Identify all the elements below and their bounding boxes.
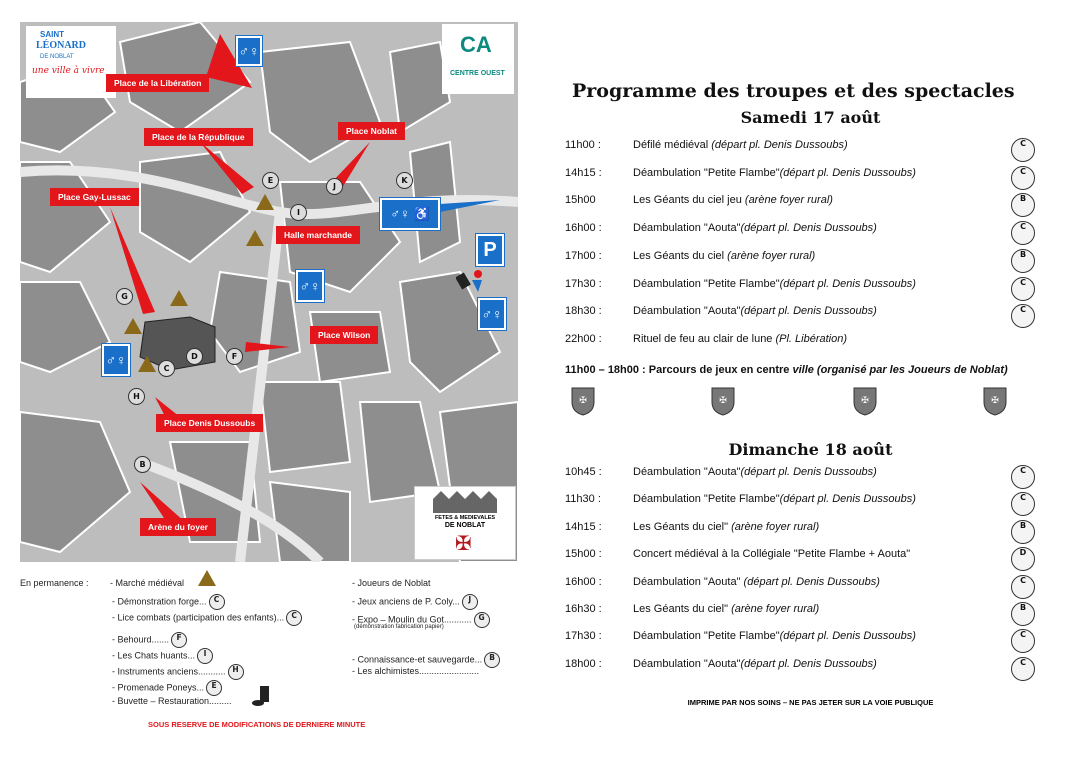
event-location: (départ pl. Denis Dussoubs) bbox=[740, 305, 877, 318]
event-title: Déambulation "Aouta" bbox=[633, 575, 744, 588]
event-description bbox=[633, 333, 847, 345]
event-location: (arène foyer rural) bbox=[727, 249, 816, 262]
svg-text:✠: ✠ bbox=[861, 395, 869, 405]
coat-of-arms-icon bbox=[570, 386, 596, 416]
toilets-icon: ♂♀ bbox=[102, 344, 130, 376]
label-place-republique: Place de la République bbox=[144, 128, 253, 146]
event-location: (départ pl. Denis Dussoubs) bbox=[779, 277, 916, 290]
location-badge: C bbox=[1011, 575, 1035, 599]
location-badge: C bbox=[1011, 657, 1035, 681]
location-badge: B bbox=[1011, 602, 1035, 626]
fetes-medievales-logo: FETES & MEDIEVALES DE NOBLAT ✠ bbox=[414, 486, 516, 560]
event-time: 10h45 : bbox=[565, 466, 602, 478]
event-time: 14h15 : bbox=[565, 166, 602, 179]
label-arene-foyer: Arène du foyer bbox=[140, 518, 216, 536]
event-time: 17h30 : bbox=[565, 630, 602, 643]
location-badge: C bbox=[1011, 166, 1035, 190]
drink-food-icon bbox=[252, 684, 272, 708]
event-title: Concert médiéval à la Collégiale "Petite Flambe + Aouta" bbox=[633, 548, 911, 561]
event-time: 18h00 : bbox=[565, 657, 602, 670]
location-badge: D bbox=[1011, 547, 1035, 571]
event-time: 16h00 : bbox=[565, 575, 602, 588]
programme-title: Programme des troupes et des spectacles bbox=[572, 80, 1015, 102]
marker-k: K bbox=[396, 172, 413, 189]
event-time: 17h30 : bbox=[565, 277, 602, 290]
event-time: 18h30 : bbox=[565, 305, 602, 318]
event-description bbox=[633, 305, 877, 317]
svg-text:✠: ✠ bbox=[719, 395, 727, 405]
event-description bbox=[633, 466, 877, 478]
event-title: Déambulation "Petite Flambe" bbox=[633, 493, 780, 506]
letter-badge: C bbox=[286, 610, 302, 626]
legend-item: - Jeux anciens de P. Coly... J bbox=[352, 594, 478, 610]
location-badge: B bbox=[1011, 249, 1035, 273]
legend-item: - Démonstration forge... C bbox=[112, 594, 225, 610]
legend-item: - Connaissance-et sauvegarde... B bbox=[352, 652, 500, 668]
programme bbox=[540, 0, 1081, 760]
label-place-wilson: Place Wilson bbox=[310, 326, 378, 344]
event-location: (départ pl. Denis Dussoubs) bbox=[779, 493, 916, 506]
legend-item: - Marché médiéval bbox=[110, 578, 185, 588]
letter-badge: H bbox=[228, 664, 244, 680]
legend-item: - Lice combats (participation des enfants)... C bbox=[112, 610, 302, 626]
legend-item: - Les alchimistes........................ bbox=[352, 666, 480, 676]
event-description bbox=[633, 493, 916, 505]
event-time: 15h00 bbox=[565, 194, 596, 207]
event-location: (départ pl. Denis Dussoubs) bbox=[743, 575, 880, 588]
event-title: Déambulation "Petite Flambe" bbox=[633, 630, 780, 643]
event-description bbox=[633, 658, 877, 670]
event-location: (arène foyer rural) bbox=[731, 603, 820, 615]
label-place-liberation: Place de la Libération bbox=[106, 74, 209, 92]
location-badge: B bbox=[1011, 193, 1035, 217]
event-description bbox=[633, 576, 880, 588]
legend-item: - Les Chats huants... I bbox=[112, 648, 213, 664]
location-badge: C bbox=[1011, 221, 1035, 245]
event-description bbox=[633, 250, 815, 262]
location-badge: C bbox=[1011, 277, 1035, 301]
event-title: Les Géants du ciel" bbox=[633, 603, 732, 615]
event-location: (départ pl. Denis Dussoubs) bbox=[779, 630, 916, 643]
marker-e: E bbox=[262, 172, 279, 189]
event-time: 11h00 : bbox=[565, 139, 601, 151]
event-title: Rituel de feu au clair de lune bbox=[633, 332, 776, 345]
legend-subtext: (démonstration fabrication papier) bbox=[354, 624, 444, 630]
marker-f: F bbox=[226, 348, 243, 365]
event-time: 16h30 : bbox=[565, 603, 602, 615]
legend bbox=[20, 570, 518, 750]
tent-icon bbox=[138, 356, 156, 372]
legend-item: - Expo – Moulin du Got........... G bbox=[352, 612, 490, 628]
event-description bbox=[633, 548, 910, 560]
location-badge: C bbox=[1011, 492, 1035, 516]
event-location: (départ pl. Denis Dussoubs) bbox=[779, 166, 916, 179]
event-description bbox=[633, 630, 916, 642]
event-title: Défilé médiéval bbox=[633, 139, 712, 151]
tent-icon bbox=[124, 318, 142, 334]
event-description bbox=[633, 139, 848, 151]
parcours-row: 11h00 – 18h00 : Parcours de jeux en centre ville (organisé par les Joueurs de Noblat) bbox=[565, 364, 1008, 376]
letter-badge: J bbox=[462, 594, 478, 610]
event-location: (départ pl. Denis Dussoubs) bbox=[740, 466, 877, 478]
event-title: Les Géants du ciel jeu bbox=[633, 194, 745, 207]
label-place-dussoubs: Place Denis Dussoubs bbox=[156, 414, 263, 432]
event-time: 17h00 : bbox=[565, 249, 602, 262]
location-badge: B bbox=[1011, 520, 1035, 544]
coat-of-arms-icon bbox=[982, 386, 1008, 416]
map-streets bbox=[20, 22, 518, 562]
event-location: (départ pl. Denis Dussoubs) bbox=[740, 222, 877, 235]
letter-badge: F bbox=[171, 632, 187, 648]
event-description bbox=[633, 521, 819, 533]
tent-icon bbox=[246, 230, 264, 246]
toilets-icon: ♂♀ bbox=[478, 298, 506, 330]
event-title: Déambulation "Petite Flambe" bbox=[633, 277, 780, 290]
event-time: 11h30 : bbox=[565, 493, 601, 506]
castle-icon bbox=[433, 491, 497, 513]
event-location: (arène foyer rural) bbox=[731, 520, 820, 533]
toilets-icon: ♂♀ bbox=[296, 270, 324, 302]
event-title: Déambulation "Aouta" bbox=[633, 222, 741, 235]
event-title: Les Géants du ciel bbox=[633, 249, 728, 262]
legend-item: - Buvette – Restauration......... bbox=[112, 696, 232, 706]
footer-note: IMPRIME PAR NOS SOINS – NE PAS JETER SUR LA VOIE PUBLIQUE bbox=[687, 698, 934, 707]
event-description bbox=[633, 222, 877, 234]
town-map bbox=[20, 22, 518, 562]
marker-j: J bbox=[326, 178, 343, 195]
saint-leonard-logo: SAINT LÉONARD DE NOBLAT une ville à vivre bbox=[26, 26, 116, 98]
event-title: Déambulation "Aouta" bbox=[633, 305, 741, 318]
event-location: (arène foyer rural) bbox=[744, 194, 833, 207]
legend-item: - Joueurs de Noblat bbox=[352, 578, 431, 588]
cross-icon: ✠ bbox=[455, 531, 472, 555]
svg-text:✠: ✠ bbox=[579, 395, 587, 405]
event-title: Déambulation "Petite Flambe" bbox=[633, 166, 780, 179]
toilets-icon: ♂♀ bbox=[236, 36, 262, 66]
marker-h: H bbox=[128, 388, 145, 405]
event-location: (départ pl. Denis Dussoubs) bbox=[711, 139, 848, 151]
location-badge: C bbox=[1011, 465, 1035, 489]
location-badge: C bbox=[1011, 629, 1035, 653]
marker-i: I bbox=[290, 204, 307, 221]
event-description bbox=[633, 603, 819, 615]
legend-item: - Behourd....... F bbox=[112, 632, 187, 648]
event-time: 14h15 : bbox=[565, 520, 602, 533]
event-title: Déambulation "Aouta" bbox=[633, 466, 741, 478]
label-place-noblat: Place Noblat bbox=[338, 122, 405, 140]
coat-of-arms-icon bbox=[710, 386, 736, 416]
event-title: Déambulation "Aouta" bbox=[633, 657, 741, 670]
event-time: 15h00 : bbox=[565, 548, 602, 561]
letter-badge: B bbox=[484, 652, 500, 668]
legend-item: - Instruments anciens........... H bbox=[112, 664, 244, 680]
coat-of-arms-icon bbox=[852, 386, 878, 416]
event-location: (Pl. Libération) bbox=[775, 332, 848, 345]
event-description bbox=[633, 167, 916, 179]
marker-b: B bbox=[134, 456, 151, 473]
letter-badge: I bbox=[197, 648, 213, 664]
sunday-title: Dimanche 18 août bbox=[728, 440, 893, 459]
event-description bbox=[633, 278, 916, 290]
tent-icon bbox=[198, 570, 216, 586]
event-time: 16h00 : bbox=[565, 222, 602, 235]
legend-title: En permanence : bbox=[20, 578, 89, 588]
marker-c: C bbox=[158, 360, 175, 377]
event-description bbox=[633, 194, 833, 206]
accessible-toilets-icon: ♂♀ ♿ bbox=[380, 198, 440, 230]
marker-d: D bbox=[186, 348, 203, 365]
location-badge: C bbox=[1011, 138, 1035, 162]
info-icon bbox=[456, 268, 486, 294]
credit-agricole-logo: CA CENTRE OUEST bbox=[442, 24, 514, 94]
letter-badge: C bbox=[209, 594, 225, 610]
event-title: Les Géants du ciel" bbox=[633, 520, 732, 533]
tent-icon bbox=[170, 290, 188, 306]
location-badge: C bbox=[1011, 304, 1035, 328]
letter-badge: G bbox=[474, 612, 490, 628]
letter-badge: E bbox=[206, 680, 222, 696]
label-place-gay-lussac: Place Gay-Lussac bbox=[50, 188, 139, 206]
label-halle-marchande: Halle marchande bbox=[276, 226, 360, 244]
saturday-title: Samedi 17 août bbox=[740, 108, 881, 127]
marker-g: G bbox=[116, 288, 133, 305]
disclaimer: SOUS RESERVE DE MODIFICATIONS DE DERNIERE MINUTE bbox=[148, 720, 366, 729]
event-time: 22h00 : bbox=[565, 332, 602, 345]
event-location: (départ pl. Denis Dussoubs) bbox=[740, 657, 877, 670]
parking-icon: P bbox=[476, 234, 504, 266]
tent-icon bbox=[256, 194, 274, 210]
legend-item: - Promenade Poneys... E bbox=[112, 680, 222, 696]
svg-text:✠: ✠ bbox=[991, 395, 999, 405]
